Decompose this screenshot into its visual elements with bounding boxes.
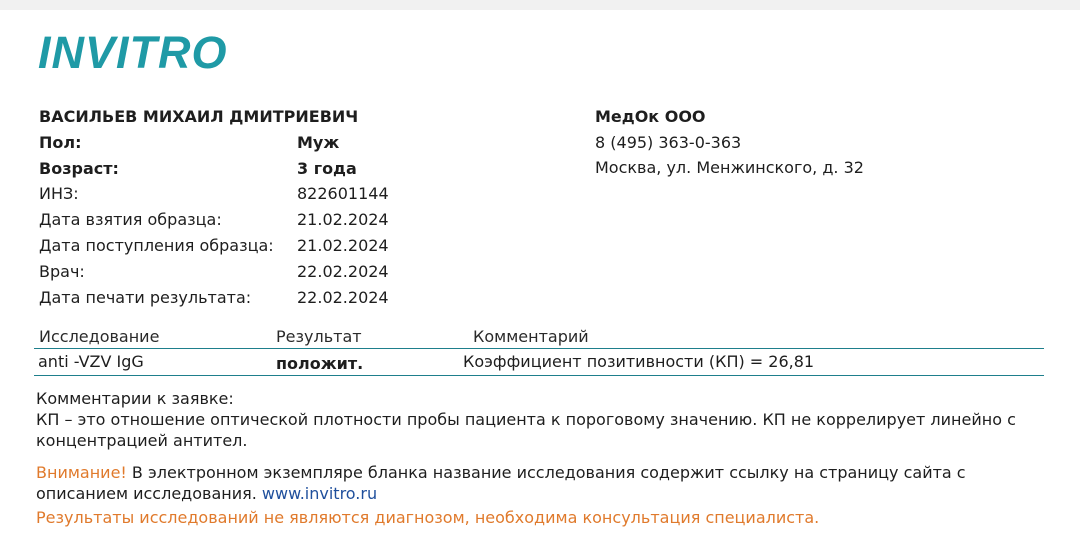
inz-value: 822601144	[297, 184, 389, 203]
result-value: положит.	[276, 354, 364, 373]
comments-text: КП – это отношение оптической плотности пробы пациента к пороговому значению. КП не коррелирует линейно с концентрацией антител.	[36, 410, 1016, 450]
sample-received-value: 21.02.2024	[297, 236, 389, 255]
age-label: Возраст:	[39, 159, 119, 178]
invitro-logo: INVITRO	[38, 27, 228, 78]
doctor-value: 22.02.2024	[297, 262, 389, 281]
top-strip	[0, 0, 1080, 10]
sample-taken-label: Дата взятия образца:	[39, 210, 222, 229]
lab-name: МедОк ООО	[595, 107, 706, 126]
comments-title: Комментарии к заявке:	[36, 389, 234, 408]
table-row-divider	[34, 375, 1044, 376]
sex-value: Муж	[297, 133, 340, 152]
sex-label: Пол:	[39, 133, 82, 152]
lab-phone: 8 (495) 363-0-363	[595, 133, 742, 152]
print-date-label: Дата печати результата:	[39, 288, 252, 307]
result-comment: Коэффициент позитивности (КП) = 26,81	[463, 352, 815, 371]
sample-taken-value: 21.02.2024	[297, 210, 389, 229]
age-value: 3 года	[297, 159, 357, 178]
invitro-link[interactable]: www.invitro.ru	[261, 484, 378, 503]
test-name-link[interactable]: anti -VZV IgG	[38, 352, 144, 371]
warning-label: Внимание!	[36, 463, 127, 482]
sample-received-label: Дата поступления образца:	[39, 236, 274, 255]
patient-name: ВАСИЛЬЕВ МИХАИЛ ДМИТРИЕВИЧ	[39, 107, 359, 126]
inz-label: ИНЗ:	[39, 184, 79, 203]
doctor-label: Врач:	[39, 262, 85, 281]
table-header-divider	[34, 348, 1044, 349]
notice-text: В электронном экземпляре бланка название исследования содержит ссылку на страницу сайта с описанием исследования.	[36, 463, 966, 503]
print-date-value: 22.02.2024	[297, 288, 389, 307]
header-result: Результат	[276, 327, 362, 346]
header-test: Исследование	[39, 327, 160, 346]
lab-address: Москва, ул. Менжинского, д. 32	[595, 158, 864, 177]
disclaimer: Результаты исследований не являются диагнозом, необходима консультация специалиста.	[36, 508, 820, 527]
notice-paragraph	[36, 462, 1046, 504]
header-comment: Комментарий	[473, 327, 589, 346]
